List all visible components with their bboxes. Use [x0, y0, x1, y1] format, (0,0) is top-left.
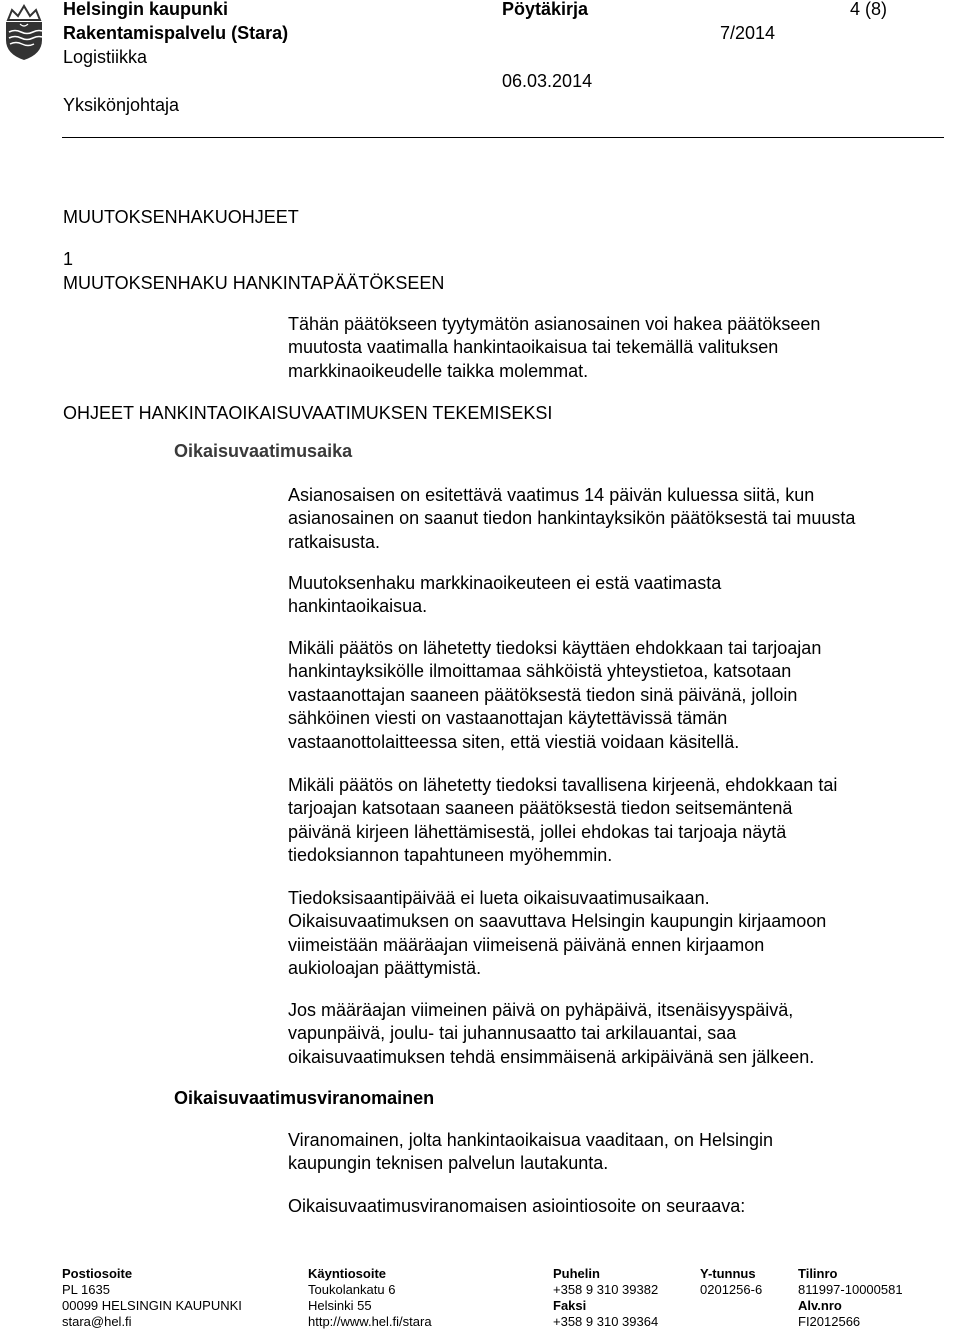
footer-ytunnus-label: Y-tunnus	[700, 1266, 756, 1281]
header-doc-number: 7/2014	[720, 23, 776, 43]
text-line: ratkaisusta.	[288, 531, 381, 552]
header-doc-type: Pöytäkirja	[502, 0, 589, 19]
footer-fax-label: Faksi	[553, 1298, 587, 1313]
text-line: päivänä kirjeen lähettämisestä, jollei ehdokas tai tarjoaja näytä	[288, 821, 787, 842]
text-line: vastaanottolaitteessa siten, että viestiä voidaan käsitellä.	[288, 731, 740, 752]
footer-phone: +358 9 310 39382	[553, 1282, 659, 1297]
header-org: Helsingin kaupunki	[63, 0, 229, 19]
footer-vat-label: Alv.nro	[798, 1298, 842, 1313]
text-line: Mikäli päätös on lähetetty tiedoksi käyttäen ehdokkaan tai tarjoajan	[288, 638, 822, 658]
text-line: Oikaisuvaatimusviranomaisen asiointiosoite on seuraava:	[288, 1196, 746, 1216]
header-page-number: 4 (8)	[850, 0, 888, 19]
footer-email: stara@hel.fi	[62, 1314, 132, 1329]
section-title: MUUTOKSENHAKU HANKINTAPÄÄTÖKSEEN	[63, 273, 445, 293]
paragraph-electronic-notice	[288, 637, 928, 754]
paragraph-appeal-court	[288, 572, 928, 619]
footer-postal-line: 00099 HELSINGIN KAUPUNKI	[62, 1298, 242, 1313]
header-unit: Rakentamispalvelu (Stara)	[63, 23, 289, 43]
footer-ytunnus: 0201256-6	[700, 1282, 763, 1297]
text-line: Tähän päätökseen tyytymätön asianosainen voi hakea päätökseen	[288, 314, 821, 334]
text-line: kaupungin teknisen palvelun lautakunta.	[288, 1153, 609, 1174]
footer-visiting-line: Helsinki 55	[308, 1298, 372, 1313]
footer-website: http://www.hel.fi/stara	[308, 1314, 432, 1329]
text-line: hankintaoikaisua.	[288, 596, 428, 617]
instructions-title: OHJEET HANKINTAOIKAISUVAATIMUKSEN TEKEMISEKSI	[63, 403, 553, 423]
text-line: Viranomainen, jolta hankintaoikaisua vaaditaan, on Helsingin	[288, 1130, 773, 1150]
text-line: aukioloajan päättymistä.	[288, 958, 482, 979]
intro-paragraph	[288, 313, 928, 383]
paragraph-deadline	[288, 484, 928, 554]
paragraph-address-intro	[288, 1195, 928, 1218]
text-line: vastaanottajan saaneen päätöksestä tiedon sinä päivänä, jolloin	[288, 684, 798, 705]
text-line: Mikäli päätös on lähetetty tiedoksi tavallisena kirjeenä, ehdokkaan tai	[288, 775, 838, 795]
header-dept: Logistiikka	[63, 47, 148, 67]
footer-visiting-label: Käyntiosoite	[308, 1266, 387, 1281]
text-line: Jos määräajan viimeinen päivä on pyhäpäivä, itsenäisyyspäivä,	[288, 1000, 794, 1020]
footer-account-number: 811997-10000581	[798, 1282, 903, 1297]
text-line: tiedoksiannon tapahtuneen myöhemmin.	[288, 845, 613, 866]
paragraph-letter-notice	[288, 774, 928, 868]
text-line: markkinaoikeudelle taikka molemmat.	[288, 360, 589, 381]
footer-postal-label: Postiosoite	[62, 1266, 133, 1281]
header-date: 06.03.2014	[502, 71, 593, 91]
footer-visiting-line: Toukolankatu 6	[308, 1282, 396, 1297]
header-decider: Yksikönjohtaja	[63, 95, 180, 115]
text-line: Asianosaisen on esitettävä vaatimus 14 päivän kuluessa siitä, kun	[288, 485, 815, 505]
footer-account-label: Tilinro	[798, 1266, 838, 1281]
paragraph-holiday	[288, 999, 928, 1069]
subsection-title-authority: Oikaisuvaatimusviranomainen	[174, 1088, 435, 1108]
footer-vat-number: FI2012566	[798, 1314, 861, 1329]
footer-phone-label: Puhelin	[553, 1266, 600, 1281]
text-line: oikaisuvaatimuksen tehdä ensimmäisenä arkipäivänä sen jälkeen.	[288, 1046, 815, 1067]
text-line: hankintayksikölle ilmoittamaa sähköistä yhteystietoa, katsotaan	[288, 661, 792, 682]
text-line: vapunpäivä, joulu- tai juhannusaatto tai arkilauantai, saa	[288, 1023, 737, 1044]
text-line: Tiedoksisaantipäivää ei lueta oikaisuvaatimusaikaan.	[288, 888, 710, 908]
main-title: MUUTOKSENHAKUOHJEET	[63, 207, 299, 227]
paragraph-authority	[288, 1129, 928, 1176]
text-line: Oikaisuvaatimuksen on saavuttava Helsingin kaupungin kirjaamoon	[288, 911, 827, 932]
text-line: viimeistään määräajan viimeisenä päivänä ennen kirjaamon	[288, 934, 765, 955]
text-line: muutosta vaatimalla hankintaoikaisua tai tekemällä valituksen	[288, 337, 779, 358]
text-line: asianosainen on saanut tiedon hankintayksikön päätöksestä tai muusta	[288, 508, 856, 529]
paragraph-registry	[288, 887, 928, 981]
text-line: Muutoksenhaku markkinaoikeuteen ei estä vaatimasta	[288, 573, 722, 593]
footer-postal-line: PL 1635	[62, 1282, 110, 1297]
text-line: tarjoajan katsotaan saaneen päätöksestä tiedon seitsemäntenä	[288, 798, 793, 819]
helsinki-crest-logo	[0, 0, 48, 62]
text-line: sähköinen viesti on vastaanottajan käytettävissä tämän	[288, 708, 728, 729]
header-divider	[62, 137, 944, 138]
section-number: 1	[63, 249, 74, 269]
footer-fax: +358 9 310 39364	[553, 1314, 659, 1329]
subsection-title-time-limit: Oikaisuvaatimusaika	[174, 441, 353, 461]
